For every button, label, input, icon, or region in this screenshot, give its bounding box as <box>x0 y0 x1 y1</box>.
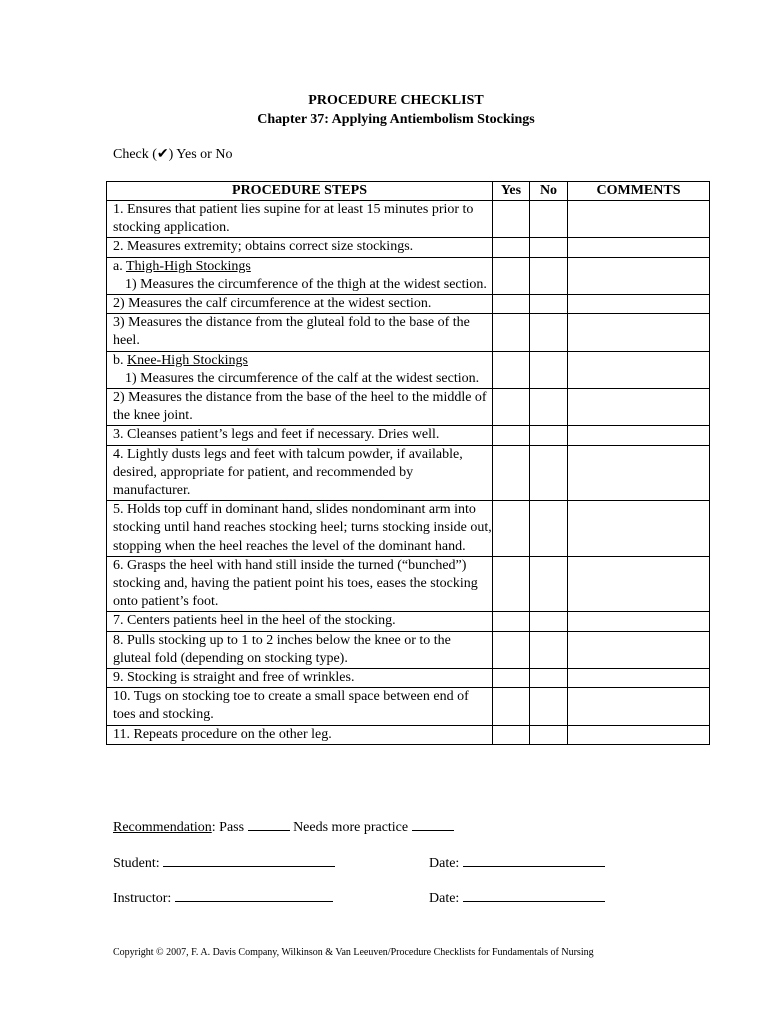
column-header-no: No <box>530 182 568 201</box>
step-text: 3) Measures the distance from the gluteal fold to the base of the heel. <box>107 314 493 351</box>
step-text: 2) Measures the calf circumference at the widest section. <box>107 295 493 314</box>
column-header-steps: PROCEDURE STEPS <box>107 182 493 201</box>
comments-cell[interactable] <box>568 501 710 557</box>
comments-cell[interactable] <box>568 426 710 445</box>
comments-cell[interactable] <box>568 257 710 294</box>
table-row <box>107 238 710 257</box>
table-header-row <box>107 182 710 201</box>
instructor-signature-line <box>113 889 333 907</box>
table-row <box>107 725 710 744</box>
step-text: 2) Measures the distance from the base of the heel to the middle of the knee joint. <box>107 389 493 426</box>
comments-cell[interactable] <box>568 445 710 501</box>
no-cell[interactable] <box>530 688 568 725</box>
no-cell[interactable] <box>530 669 568 688</box>
table-row <box>107 631 710 668</box>
comments-cell[interactable] <box>568 669 710 688</box>
comments-cell[interactable] <box>568 688 710 725</box>
step-text: 1. Ensures that patient lies supine for at least 15 minutes prior to stocking application. <box>107 201 493 238</box>
copyright-notice: Copyright © 2007, F. A. Davis Company, Wilkinson & Van Leeuven/Procedure Checklists for Fundamentals of Nursing <box>113 947 594 958</box>
yes-cell[interactable] <box>493 631 530 668</box>
no-cell[interactable] <box>530 556 568 612</box>
step-text: 10. Tugs on stocking toe to create a small space between end of toes and stocking. <box>107 688 493 725</box>
yes-cell[interactable] <box>493 445 530 501</box>
step-text: 7. Centers patients heel in the heel of the stocking. <box>107 612 493 631</box>
table-row <box>107 669 710 688</box>
no-cell[interactable] <box>530 389 568 426</box>
step-text: 2. Measures extremity; obtains correct size stockings. <box>107 238 493 257</box>
no-cell[interactable] <box>530 257 568 294</box>
no-cell[interactable] <box>530 612 568 631</box>
step-text: 3. Cleanses patient’s legs and feet if necessary. Dries well. <box>107 426 493 445</box>
yes-cell[interactable] <box>493 238 530 257</box>
table-row <box>107 556 710 612</box>
recommendation-line <box>113 818 454 836</box>
step-text <box>107 351 493 388</box>
comments-cell[interactable] <box>568 201 710 238</box>
check-instruction: Check (✔) Yes or No <box>113 147 233 162</box>
table-row <box>107 389 710 426</box>
instructor-date-line <box>429 889 605 907</box>
yes-cell[interactable] <box>493 669 530 688</box>
table-row <box>107 426 710 445</box>
no-cell[interactable] <box>530 295 568 314</box>
no-cell[interactable] <box>530 201 568 238</box>
table-row <box>107 501 710 557</box>
step-text: 9. Stocking is straight and free of wrinkles. <box>107 669 493 688</box>
recommendation-label: Recommendation <box>113 820 212 835</box>
yes-cell[interactable] <box>493 612 530 631</box>
date-label: Date: <box>429 891 460 906</box>
step-text: 4. Lightly dusts legs and feet with talcum powder, if available, desired, appropriate for patient, and recommended by manufacturer. <box>107 445 493 501</box>
table-row <box>107 295 710 314</box>
comments-cell[interactable] <box>568 389 710 426</box>
procedure-checklist-table <box>106 181 710 745</box>
table-row <box>107 201 710 238</box>
instructor-date-blank[interactable] <box>463 889 605 902</box>
student-signature-line <box>113 854 335 872</box>
step-text: 8. Pulls stocking up to 1 to 2 inches below the knee or to the gluteal fold (depending on stocking type). <box>107 631 493 668</box>
column-header-comments: COMMENTS <box>568 182 710 201</box>
yes-cell[interactable] <box>493 201 530 238</box>
no-cell[interactable] <box>530 725 568 744</box>
yes-cell[interactable] <box>493 295 530 314</box>
column-header-yes: Yes <box>493 182 530 201</box>
table-row <box>107 257 710 294</box>
no-cell[interactable] <box>530 501 568 557</box>
student-date-blank[interactable] <box>463 854 605 867</box>
yes-cell[interactable] <box>493 688 530 725</box>
yes-cell[interactable] <box>493 556 530 612</box>
yes-cell[interactable] <box>493 426 530 445</box>
step-text: 11. Repeats procedure on the other leg. <box>107 725 493 744</box>
table-row <box>107 612 710 631</box>
step-text: 5. Holds top cuff in dominant hand, slides nondominant arm into stocking until hand reaches stocking heel; turns stocking inside out, stopping when the heel reaches the level of the dominant hand. <box>107 501 493 557</box>
table-row <box>107 351 710 388</box>
pass-blank[interactable] <box>248 818 290 831</box>
chapter-subtitle: Chapter 37: Applying Antiembolism Stockings <box>257 112 535 127</box>
comments-cell[interactable] <box>568 556 710 612</box>
yes-cell[interactable] <box>493 725 530 744</box>
table-row <box>107 314 710 351</box>
thigh-high-heading: Thigh-High Stockings <box>125 258 251 274</box>
instructor-label: Instructor: <box>113 891 172 906</box>
no-cell[interactable] <box>530 631 568 668</box>
comments-cell[interactable] <box>568 725 710 744</box>
yes-cell[interactable] <box>493 314 530 351</box>
knee-high-heading: Knee-High Stockings <box>127 352 248 368</box>
comments-cell[interactable] <box>568 351 710 388</box>
no-cell[interactable] <box>530 445 568 501</box>
step-text: 6. Grasps the heel with hand still inside the turned (“bunched”) stocking and, having the patient point his toes, eases the stocking onto patient’s foot. <box>107 556 493 612</box>
student-date-line <box>429 854 605 872</box>
page-title: PROCEDURE CHECKLIST <box>308 93 484 108</box>
yes-cell[interactable] <box>493 351 530 388</box>
student-label: Student: <box>113 856 160 871</box>
sub-step-detail: 1) Measures the circumference of the thigh at the widest section. <box>125 276 487 292</box>
comments-cell[interactable] <box>568 612 710 631</box>
comments-cell[interactable] <box>568 631 710 668</box>
step-text <box>107 257 493 294</box>
comments-cell[interactable] <box>568 314 710 351</box>
needs-practice-blank[interactable] <box>412 818 454 831</box>
table-row <box>107 688 710 725</box>
student-blank[interactable] <box>163 854 335 867</box>
sub-step-prefix: b. <box>113 352 127 368</box>
yes-cell[interactable] <box>493 257 530 294</box>
comments-cell[interactable] <box>568 295 710 314</box>
sub-step-prefix: a. <box>113 258 126 274</box>
sub-step-detail: 1) Measures the circumference of the calf at the widest section. <box>125 370 480 386</box>
table-row <box>107 445 710 501</box>
comments-cell[interactable] <box>568 238 710 257</box>
yes-cell[interactable] <box>493 501 530 557</box>
needs-practice-text: Needs more practice <box>293 820 409 835</box>
pass-text: : Pass <box>211 820 245 835</box>
instructor-blank[interactable] <box>175 889 333 902</box>
no-cell[interactable] <box>530 238 568 257</box>
date-label: Date: <box>429 856 460 871</box>
no-cell[interactable] <box>530 351 568 388</box>
no-cell[interactable] <box>530 426 568 445</box>
no-cell[interactable] <box>530 314 568 351</box>
yes-cell[interactable] <box>493 389 530 426</box>
